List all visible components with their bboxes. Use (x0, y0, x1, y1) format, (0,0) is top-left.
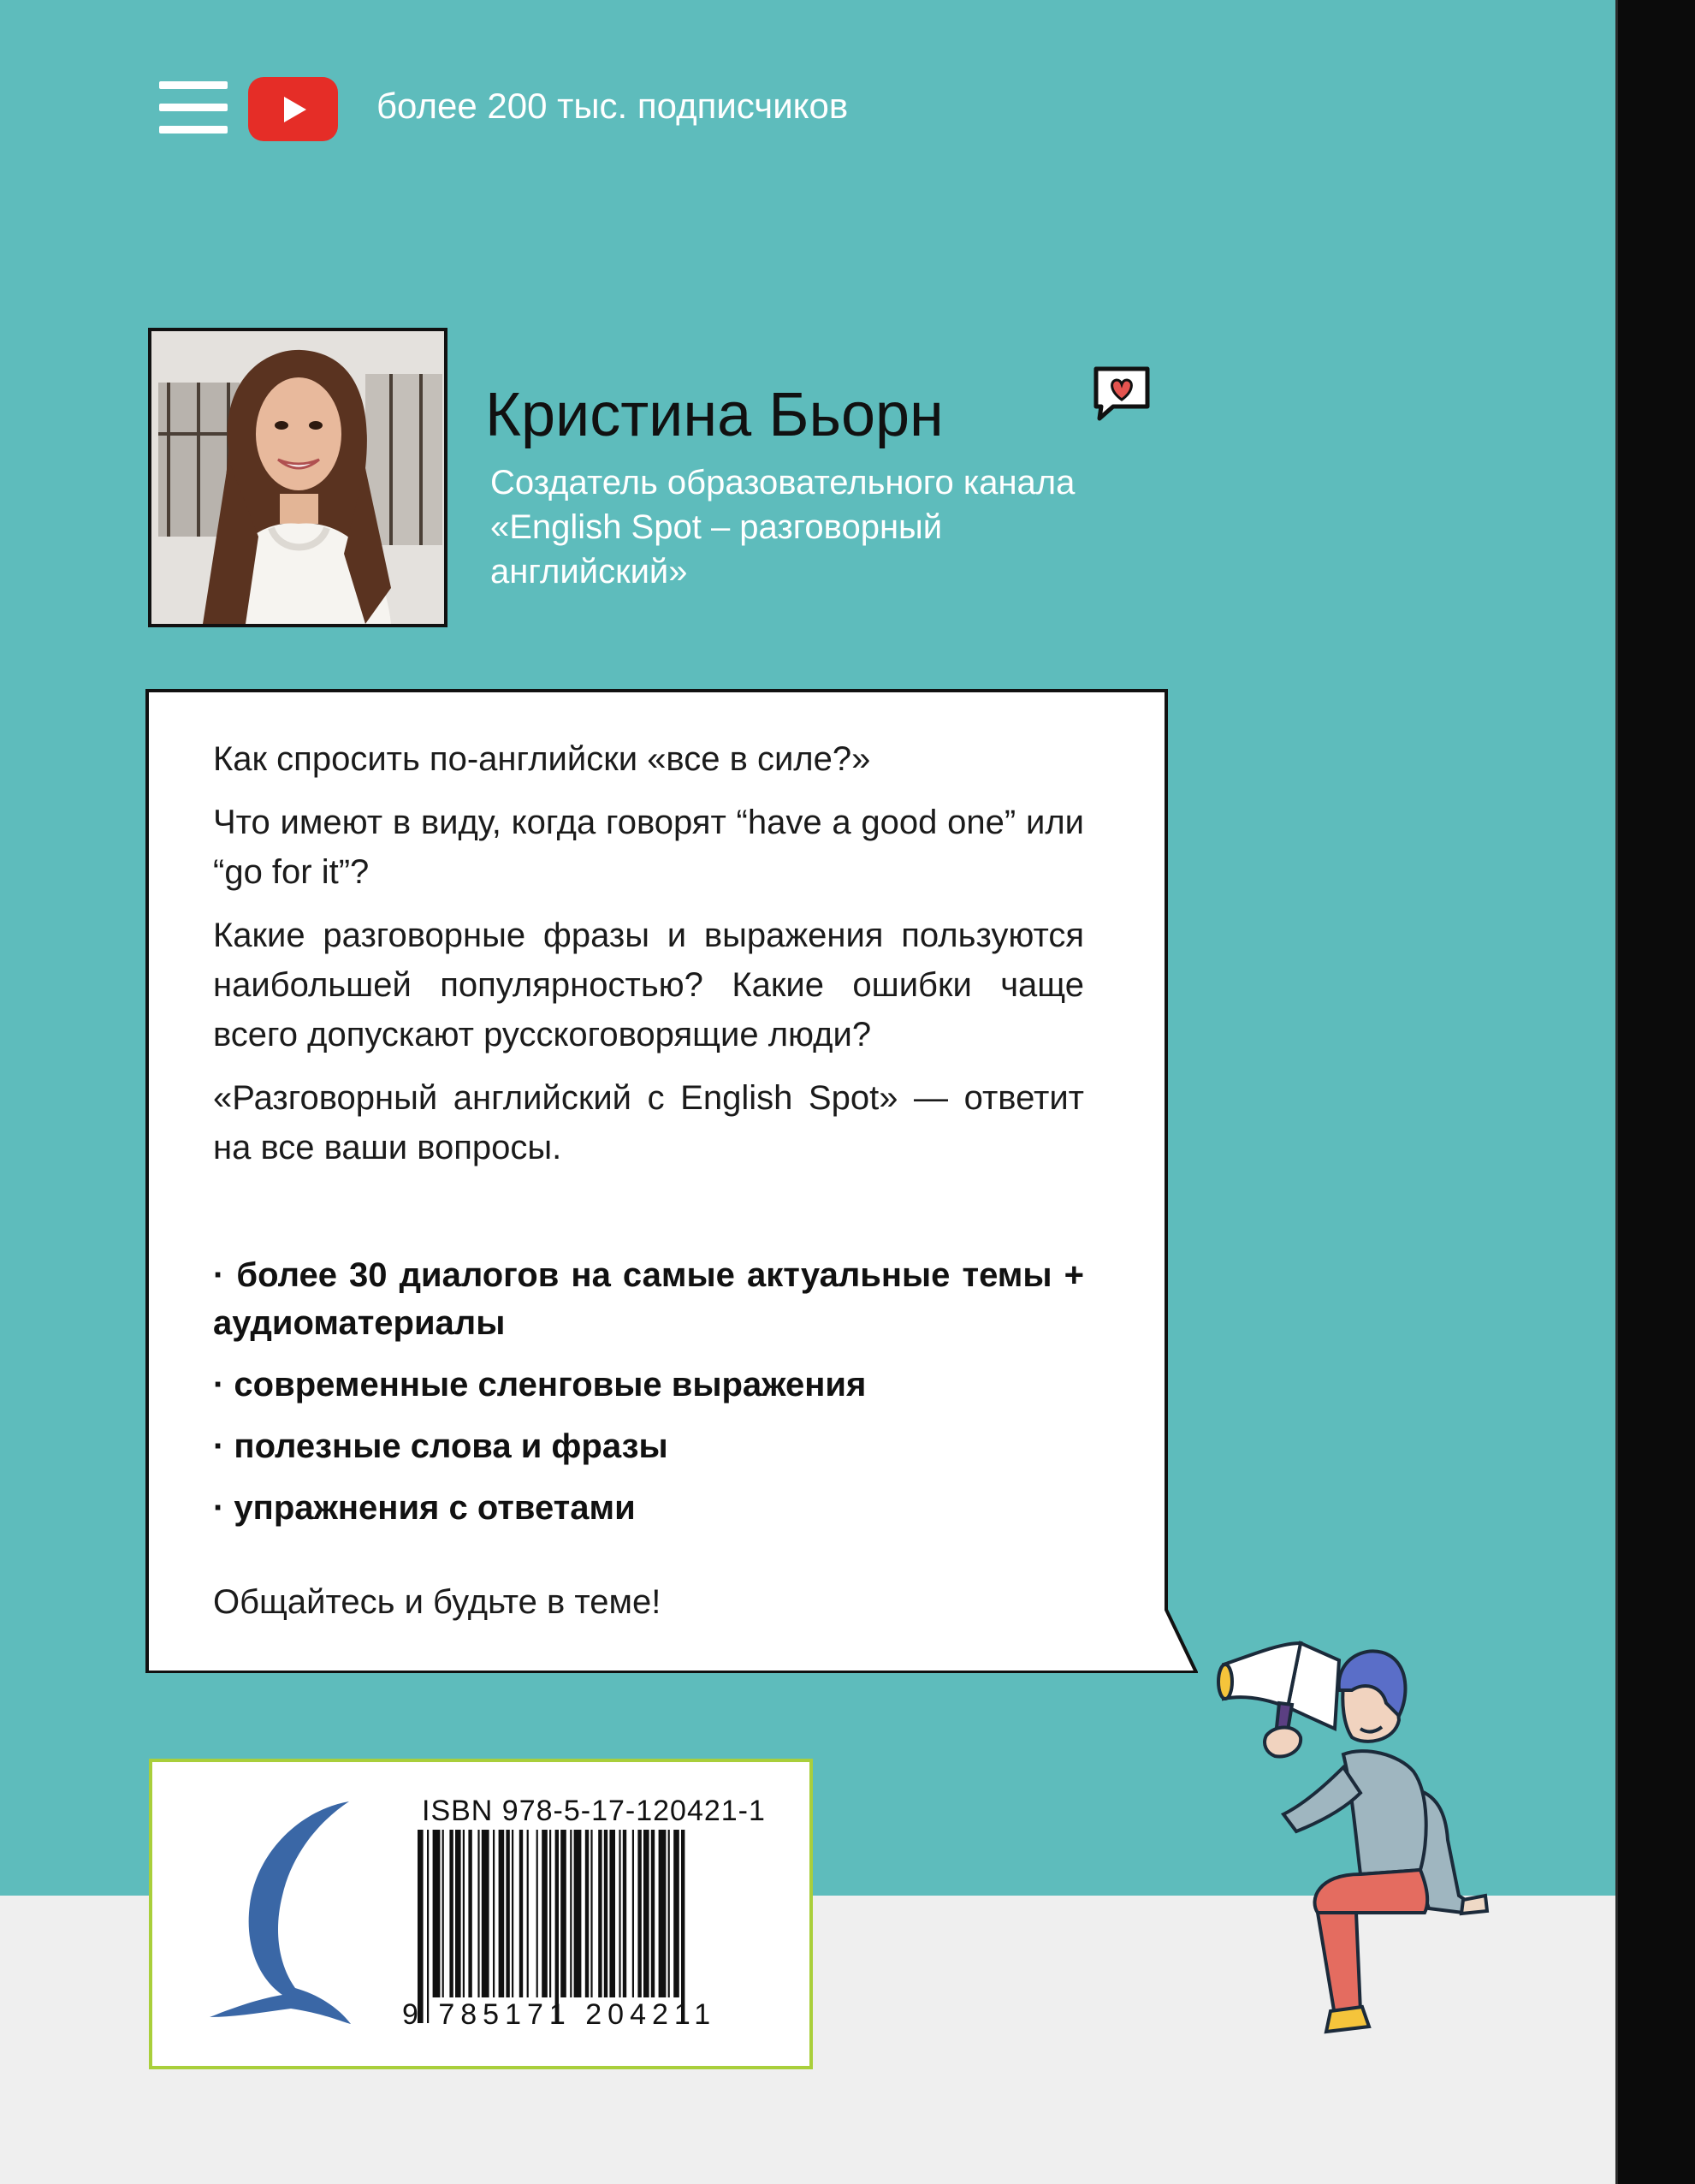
paragraph: Как спросить по-английски «все в силе?» (213, 740, 871, 778)
feature-item: · более 30 диалогов на самые актуальные темы + аудиоматериалы (213, 1256, 1084, 1342)
barcode (418, 1830, 756, 2023)
heart-speech-bubble-icon[interactable] (1091, 364, 1153, 424)
barcode-bar (570, 1830, 572, 1997)
barcode-bar (651, 1830, 655, 1997)
spine (1618, 0, 1695, 2184)
feature-item: · полезные слова и фразы (213, 1427, 668, 1465)
author-photo (148, 328, 447, 627)
barcode-bar (477, 1830, 479, 1997)
barcode-bar (527, 1830, 529, 1997)
feature-list (213, 1251, 1084, 1546)
hamburger-menu-icon[interactable] (159, 81, 228, 134)
barcode-bar (427, 1830, 429, 2023)
feature-item: · современные сленговые выражения (213, 1366, 867, 1404)
barcode-bar (609, 1830, 615, 1997)
author-name: Кристина Бьорн (485, 381, 944, 449)
youtube-icon[interactable] (248, 77, 338, 141)
barcode-bar (449, 1830, 453, 1997)
subscribers-count: более 200 тыс. подписчиков (376, 86, 849, 126)
barcode-bar (418, 1830, 424, 2023)
barcode-bar (659, 1830, 667, 1997)
barcode-bar (619, 1830, 620, 1997)
closing-line: Общайтесь и будьте в теме! (213, 1583, 661, 1621)
barcode-number: 9 785171 204211 (402, 1998, 717, 2031)
barcode-bar (574, 1830, 582, 1997)
barcode-bar (632, 1830, 634, 1997)
barcode-bar (519, 1830, 523, 1997)
barcode-bar (560, 1830, 566, 1997)
paragraph: Какие разговорные фразы и выражения пользуются наибольшей популярностью? Какие ошибки чаще всего допускают русскоговорящие люди? (213, 917, 1084, 1053)
barcode-bar (673, 1830, 679, 1997)
isbn-label: ISBN 978-5-17-120421-1 (422, 1795, 766, 1827)
barcode-bar (512, 1830, 513, 1997)
paragraph: «Разговорный английский с English Spot» — ответит на все ваши вопросы. (213, 1079, 1084, 1166)
barcode-bar (681, 1830, 685, 2023)
barcode-bar (623, 1830, 626, 1997)
description-text (213, 734, 1084, 1186)
barcode-bar (493, 1830, 495, 1997)
barcode-bar (549, 1830, 551, 1997)
person-with-megaphone-illustration (1215, 1617, 1506, 2045)
barcode-bar (468, 1830, 471, 1997)
barcode-bar (590, 1830, 592, 1997)
barcode-bar (637, 1830, 641, 1997)
barcode-bar (585, 1830, 589, 1997)
barcode-bar (643, 1830, 649, 1997)
barcode-bar (442, 1830, 444, 1997)
barcode-bar (482, 1830, 489, 1997)
barcode-bar (433, 1830, 441, 1997)
feature-item: · упражнения с ответами (213, 1489, 636, 1527)
barcode-bar (598, 1830, 602, 1997)
barcode-bar (668, 1830, 670, 1997)
author-description-line: английский» (490, 553, 688, 591)
barcode-bar (455, 1830, 461, 1997)
barcode-bar (536, 1830, 538, 1997)
barcode-bar (555, 1830, 559, 2023)
author-description-line: Создатель образовательного канала (490, 464, 1076, 501)
barcode-bar (499, 1830, 505, 1997)
barcode-bar (542, 1830, 548, 1997)
feather-l-logo (197, 1793, 359, 2033)
barcode-bar (604, 1830, 607, 1997)
barcode-bar (463, 1830, 465, 1997)
author-description-line: «English Spot – разговорный (490, 508, 943, 546)
author-description (490, 460, 1175, 594)
paragraph: Что имеют в виду, когда говорят “have a good one” или “go for it”? (213, 804, 1084, 891)
barcode-bar (506, 1830, 509, 1997)
